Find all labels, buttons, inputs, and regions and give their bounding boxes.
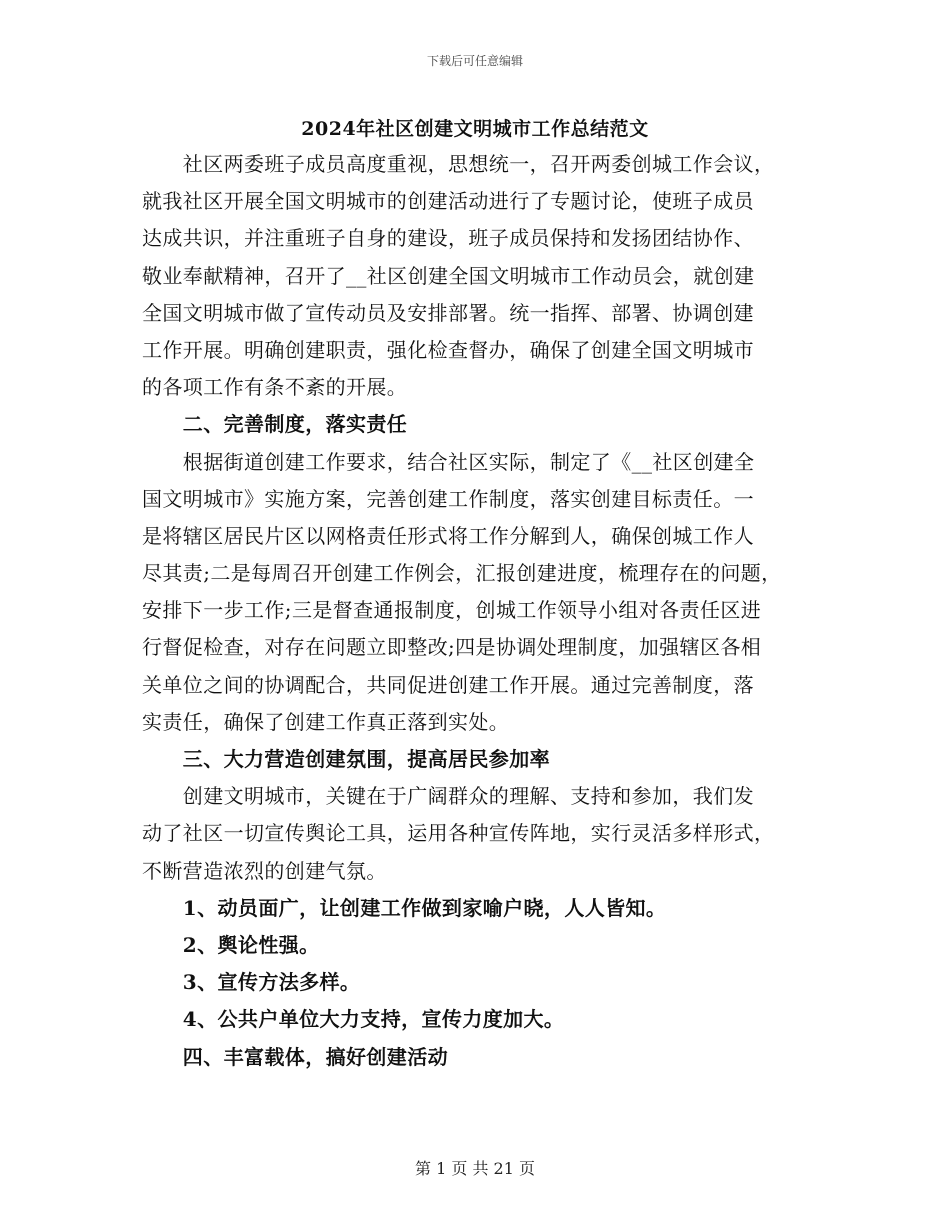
body-line: 不断营造浓烈的创建气氛。	[142, 858, 387, 883]
body-line: 的各项工作有条不紊的开展。	[142, 375, 408, 400]
list-item: 1、动员面广，让创建工作做到家喻户晓，人人皆知。	[142, 895, 667, 920]
body-line: 尽其责;二是每周召开创建工作例会，汇报创建进度，梳理存在的问题，	[142, 561, 782, 586]
list-item: 4、公共户单位大力支持，宣传力度加大。	[142, 1007, 565, 1032]
document-title: 2024年社区创建文明城市工作总结范文	[301, 118, 649, 140]
document-body	[142, 146, 812, 1076]
body-line: 行督促检查，对存在问题立即整改;四是协调处理制度，加强辖区各相	[142, 635, 762, 660]
body-line: 工作开展。明确创建职责，强化检查督办，确保了创建全国文明城市	[142, 337, 754, 362]
section-heading: 四、丰富载体，搞好创建活动	[142, 1044, 448, 1069]
body-line: 动了社区一切宣传舆论工具，运用各种宣传阵地，实行灵活多样形式，	[142, 821, 775, 846]
body-line: 敬业奉献精神，召开了__社区创建全国文明城市工作动员会，就创建	[142, 263, 755, 288]
body-line: 社区两委班子成员高度重视，思想统一，召开两委创城工作会议，	[142, 152, 775, 176]
body-line: 实责任，确保了创建工作真正落到实处。	[142, 709, 510, 734]
body-line: 全国文明城市做了宣传动员及安排部署。统一指挥、部署、协调创建	[142, 300, 754, 325]
body-line: 创建文明城市，关键在于广阔群众的理解、支持和参加，我们发	[142, 784, 754, 809]
section-heading: 三、大力营造创建氛围，提高居民参加率	[142, 747, 550, 771]
header-note: 下载后可任意编辑	[426, 54, 523, 68]
body-line: 安排下一步工作;三是督查通报制度，创城工作领导小组对各责任区进	[142, 598, 762, 623]
page-number-footer: 第 1 页 共 21 页	[415, 1159, 535, 1178]
list-item: 3、宣传方法多样。	[142, 970, 361, 995]
body-line: 关单位之间的协调配合，共同促进创建工作开展。通过完善制度，落	[142, 672, 754, 697]
section-heading: 二、完善制度，落实责任	[142, 412, 408, 437]
body-line: 根据街道创建工作要求，结合社区实际，制定了《__社区创建全	[142, 449, 755, 474]
list-item: 2、舆论性强。	[142, 932, 320, 957]
body-line: 国文明城市》实施方案，完善创建工作制度，落实创建目标责任。一	[142, 486, 754, 511]
body-line: 是将辖区居民片区以网格责任形式将工作分解到人，确保创城工作人	[142, 523, 754, 548]
body-line: 就我社区开展全国文明城市的创建活动进行了专题讨论，使班子成员	[142, 189, 754, 214]
body-line: 达成共识，并注重班子自身的建设，班子成员保持和发扬团结协作、	[142, 226, 754, 251]
